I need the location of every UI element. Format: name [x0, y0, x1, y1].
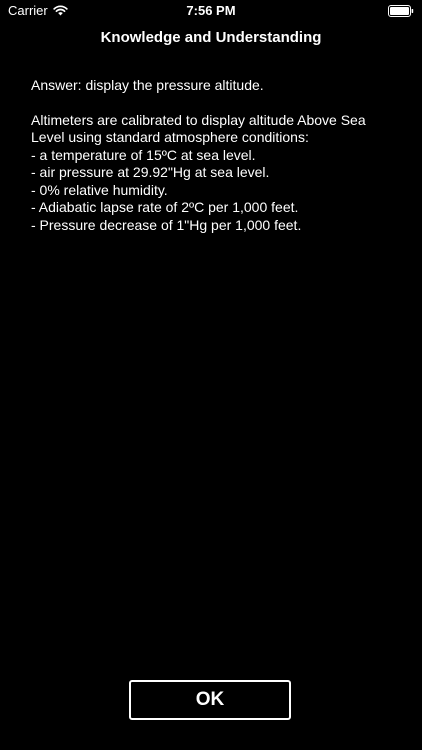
conditions-list	[31, 147, 401, 235]
answer-content	[31, 77, 401, 234]
condition-item: - Adiabatic lapse rate of 2ºC per 1,000 feet.	[31, 199, 299, 215]
page-title: Knowledge and Understanding	[100, 29, 322, 46]
battery-full-icon	[388, 5, 414, 17]
status-time: 7:56 PM	[186, 3, 236, 18]
condition-item: - Pressure decrease of 1"Hg per 1,000 feet.	[31, 216, 302, 233]
answer-text: Answer: display the pressure altitude.	[31, 77, 264, 93]
explanation-intro: Altimeters are calibrated to display altitude Above Sea Level using standard atmosphere conditions:	[31, 111, 366, 145]
condition-item: - 0% relative humidity.	[31, 181, 168, 198]
condition-item: - air pressure at 29.92"Hg at sea level.	[31, 164, 270, 180]
ok-button[interactable]: OK	[129, 680, 291, 720]
status-bar	[0, 0, 422, 22]
condition-item: - a temperature of 15ºC at sea level.	[31, 146, 256, 163]
carrier-label: Carrier	[8, 3, 48, 18]
